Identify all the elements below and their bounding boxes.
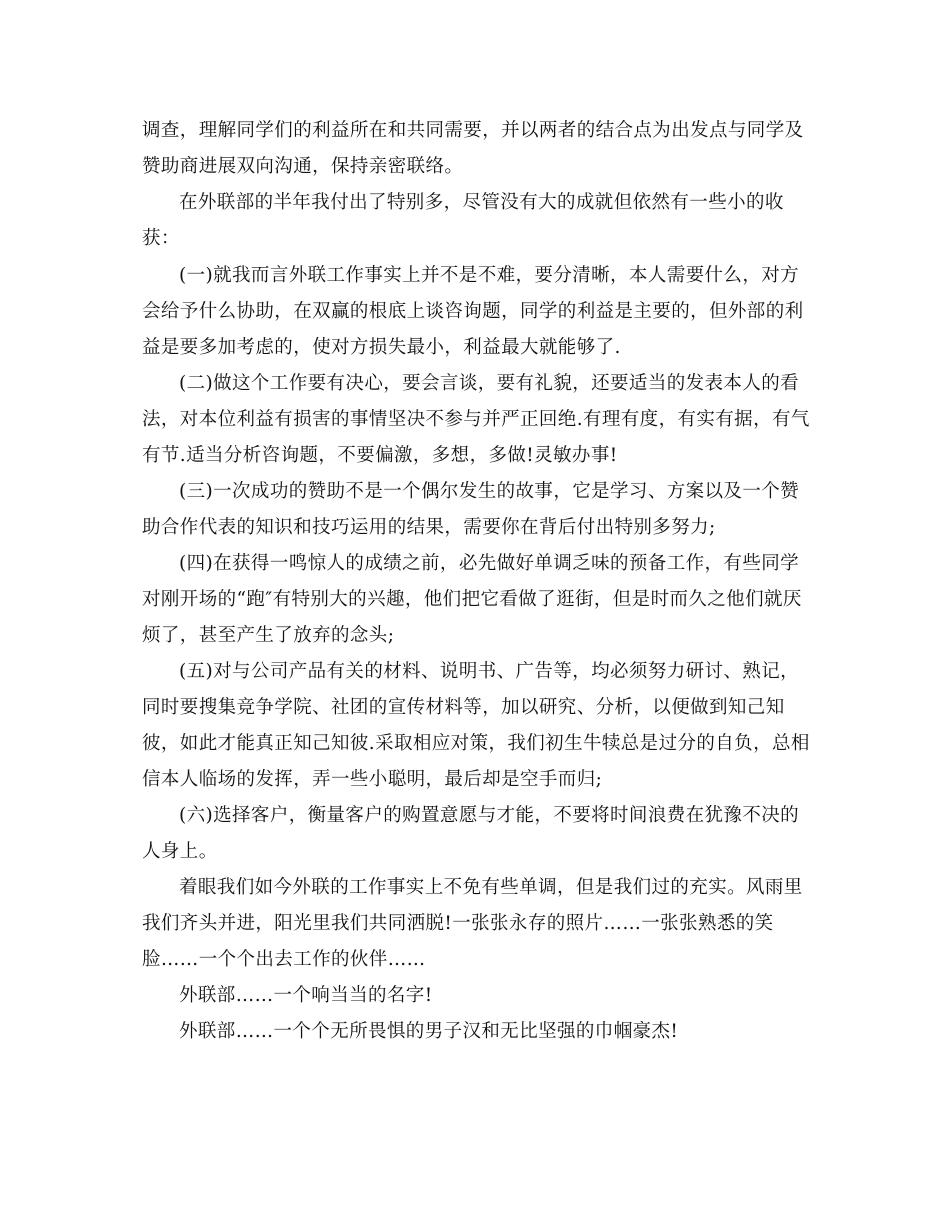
- text-line: 获：: [142, 228, 180, 249]
- text-line: 益是要多加考虑的，使对方损失最小，利益最大就能够了.: [142, 337, 621, 358]
- text-line: (五)对与公司产品有关的材料、说明书、广告等，均必须努力研讨、熟记，: [179, 661, 800, 682]
- text-line: 有节.适当分析咨询题，不要偏激，多想，多做!灵敏办事!: [142, 445, 618, 466]
- text-line: 彼，如此才能真正知己知彼.采取相应对策，我们初生牛犊总是过分的自负，总相: [142, 733, 810, 754]
- text-line: 信本人临场的发挥，弄一些小聪明，最后却是空手而归;: [142, 769, 603, 790]
- text-line: (四)在获得一鸣惊人的成绩之前，必先做好单调乏味的预备工作，有些同学: [179, 553, 800, 574]
- text-line: (三)一次成功的赞助不是一个偶尔发生的故事，它是学习、方案以及一个赞: [179, 481, 800, 502]
- text-line: (一)就我而言外联工作事实上并不是不难，要分清晰，本人需要什么，对方: [179, 265, 800, 286]
- text-line: 对刚开场的“跑″有特别大的兴趣，他们把它看做了逛街，但是时而久之他们就厌: [142, 589, 802, 610]
- text-line: 赞助商进展双向沟通，保持亲密联络。: [142, 156, 464, 177]
- text-line: 会给予什么协助，在双赢的根底上谈咨询题，同学的利益是主要的，但外部的利: [142, 301, 804, 322]
- text-line: 调查，理解同学们的利益所在和共同需要，并以两者的结合点为出发点与同学及: [142, 120, 804, 141]
- text-line: 着眼我们如今外联的工作事实上不免有些单调，但是我们过的充实。风雨里: [179, 877, 803, 898]
- text-line: (二)做这个工作要有决心，要会言谈，要有礼貌，还要适当的发表本人的看: [179, 373, 800, 394]
- text-line: 脸……一个个出去工作的伙伴……: [142, 949, 426, 970]
- text-line: 在外联部的半年我付出了特别多，尽管没有大的成就但依然有一些小的收: [179, 192, 784, 213]
- text-line: 烦了，甚至产生了放弃的念头;: [142, 625, 395, 646]
- text-line: 助合作代表的知识和技巧运用的结果，需要你在背后付出特别多努力;: [142, 517, 716, 538]
- text-line: 外联部……一个个无所畏惧的男子汉和无比坚强的巾帼豪杰!: [179, 1021, 679, 1042]
- text-line: 我们齐头并进，阳光里我们共同洒脱!一张张永存的照片……一张张熟悉的笑: [142, 913, 774, 934]
- text-line: 外联部……一个响当当的名字!: [179, 985, 433, 1006]
- text-line: (六)选择客户，衡量客户的购置意愿与才能，不要将时间浪费在犹豫不决的: [179, 805, 800, 826]
- text-line: 同时要搜集竞争学院、社团的宣传材料等，加以研究、分析，以便做到知己知: [142, 697, 785, 718]
- text-line: 法，对本位利益有损害的事情坚决不参与并严正回绝.有理有度，有实有据，有气: [142, 409, 810, 430]
- text-line: 人身上。: [142, 841, 218, 862]
